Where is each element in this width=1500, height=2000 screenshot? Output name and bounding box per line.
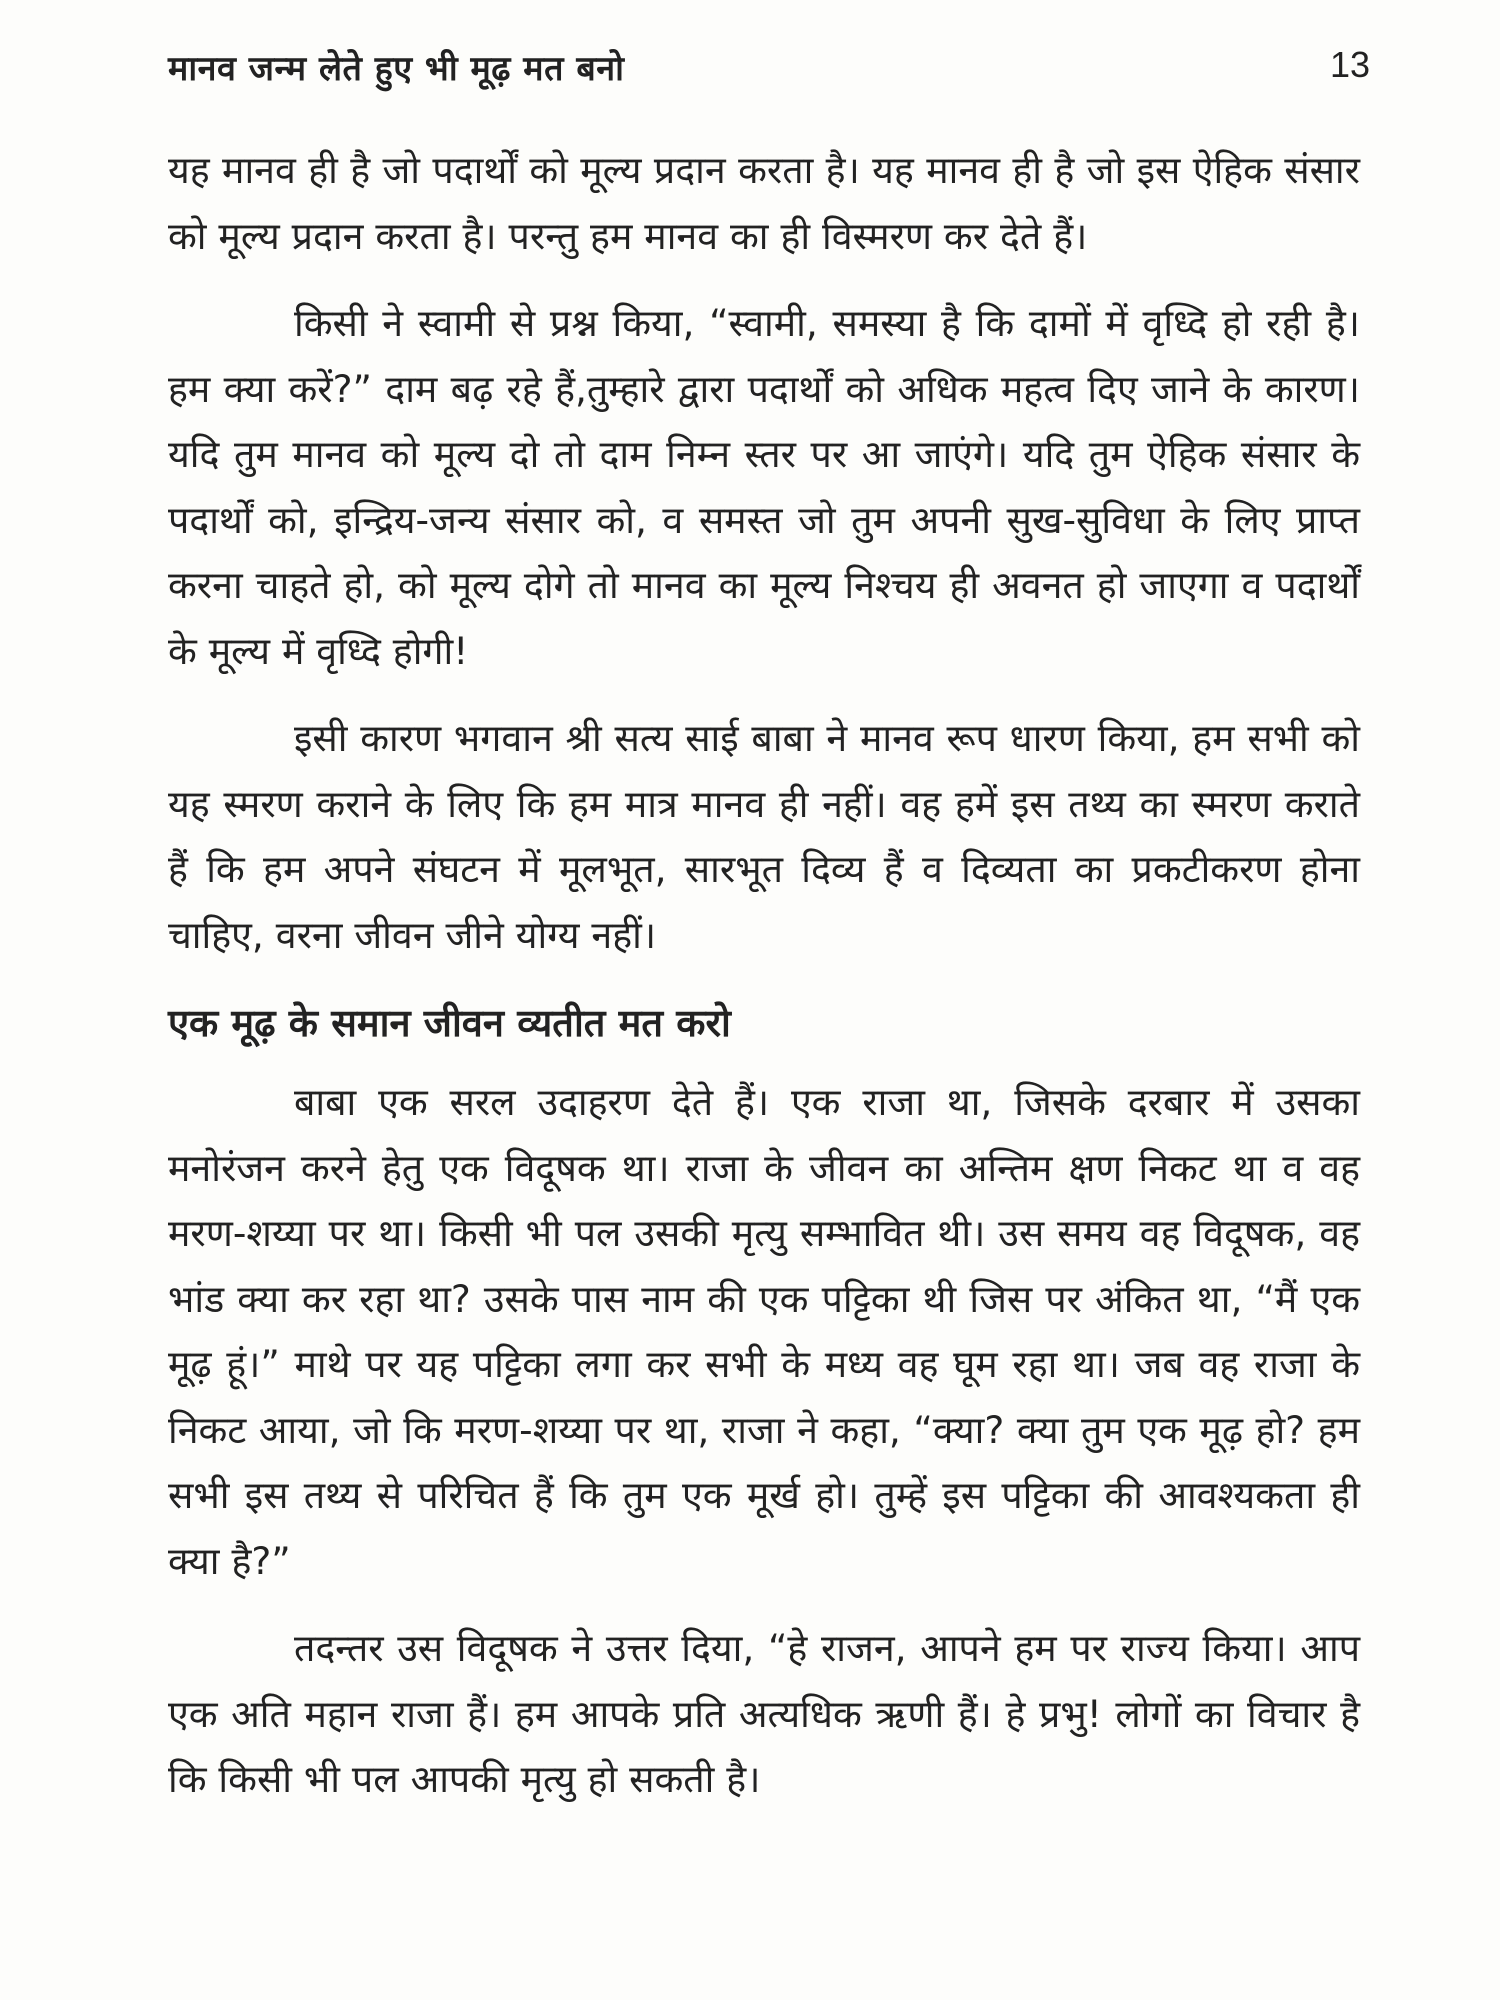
paragraph-5: तदन्तर उस विदूषक ने उत्तर दिया, “हे राजन, आपने हम पर राज्य किया। आप एक अति महान राजा हैं। हम आपके प्रति अत्यधिक ऋणी हैं। हे प्रभु! लोगों का विचार है कि किसी भी पल आपकी मृत्यु हो सकती है। xyxy=(168,1626,1360,1801)
paragraph-2: किसी ने स्वामी से प्रश्न किया, “स्वामी, समस्या है कि दामों में वृध्दि हो रही है। हम क्या करें?” दाम बढ़ रहे हैं,तुम्हारे द्वारा पदार्थों को अधिक महत्व दिए जाने के कारण। यदि तुम मानव को मूल्य दो तो दाम निम्न स्तर पर आ जाएंगे। यदि तुम ऐहिक संसार के पदार्थों को, इन्द्रिय-जन्य संसार को, व समस्त जो तुम अपनी सुख-सुविधा के लिए प्राप्त करना चाहते हो, को मूल्य दोगे तो मानव का मूल्य निश्चय ही अवनत हो जाएगा व पदार्थों के मूल्य में वृध्दि होगी! xyxy=(168,301,1360,673)
paragraph-4: बाबा एक सरल उदाहरण देते हैं। एक राजा था, जिसके दरबार में उसका मनोरंजन करने हेतु एक विदूषक था। राजा के जीवन का अन्तिम क्षण निकट था व वह मरण-शय्या पर था। किसी भी पल उसकी मृत्यु सम्भावित थी। उस समय वह विदूषक, वह भांड क्या कर रहा था? उसके पास नाम की एक पट्टिका थी जिस पर अंकित था, “मैं एक मूढ़ हूं।” माथे पर यह पट्टिका लगा कर सभी के मध्य वह घूम रहा था। जब वह राजा के निकट आया, जो कि मरण-शय्या पर था, राजा ने कहा, “क्या? क्या तुम एक मूढ़ हो? हम सभी इस तथ्य से परिचित हैं कि तुम एक मूर्ख हो। तुम्हें इस पट्टिका की आवश्यकता ही क्या है?” xyxy=(168,1080,1360,1583)
running-title: मानव जन्म लेते हुए भी मूढ़ मत बनो xyxy=(168,49,625,89)
page-body xyxy=(168,138,1360,1835)
section-heading: एक मूढ़ के समान जीवन व्यतीत मत करो xyxy=(168,1001,731,1045)
page-number: 13 xyxy=(1329,44,1370,85)
paragraph-3: इसी कारण भगवान श्री सत्य साई बाबा ने मानव रूप धारण किया, हम सभी को यह स्मरण कराने के लिए कि हम मात्र मानव ही नहीं। वह हमें इस तथ्य का स्मरण कराते हैं कि हम अपने संघटन में मूलभूत, सारभूत दिव्य हैं व दिव्यता का प्रकटीकरण होना चाहिए, वरना जीवन जीने योग्य नहीं। xyxy=(168,716,1360,957)
paragraph-1: यह मानव ही है जो पदार्थों को मूल्य प्रदान करता है। यह मानव ही है जो इस ऐहिक संसार को मूल्य प्रदान करता है। परन्तु हम मानव का ही विस्मरण कर देते हैं। xyxy=(168,148,1360,258)
running-header xyxy=(168,44,1370,104)
